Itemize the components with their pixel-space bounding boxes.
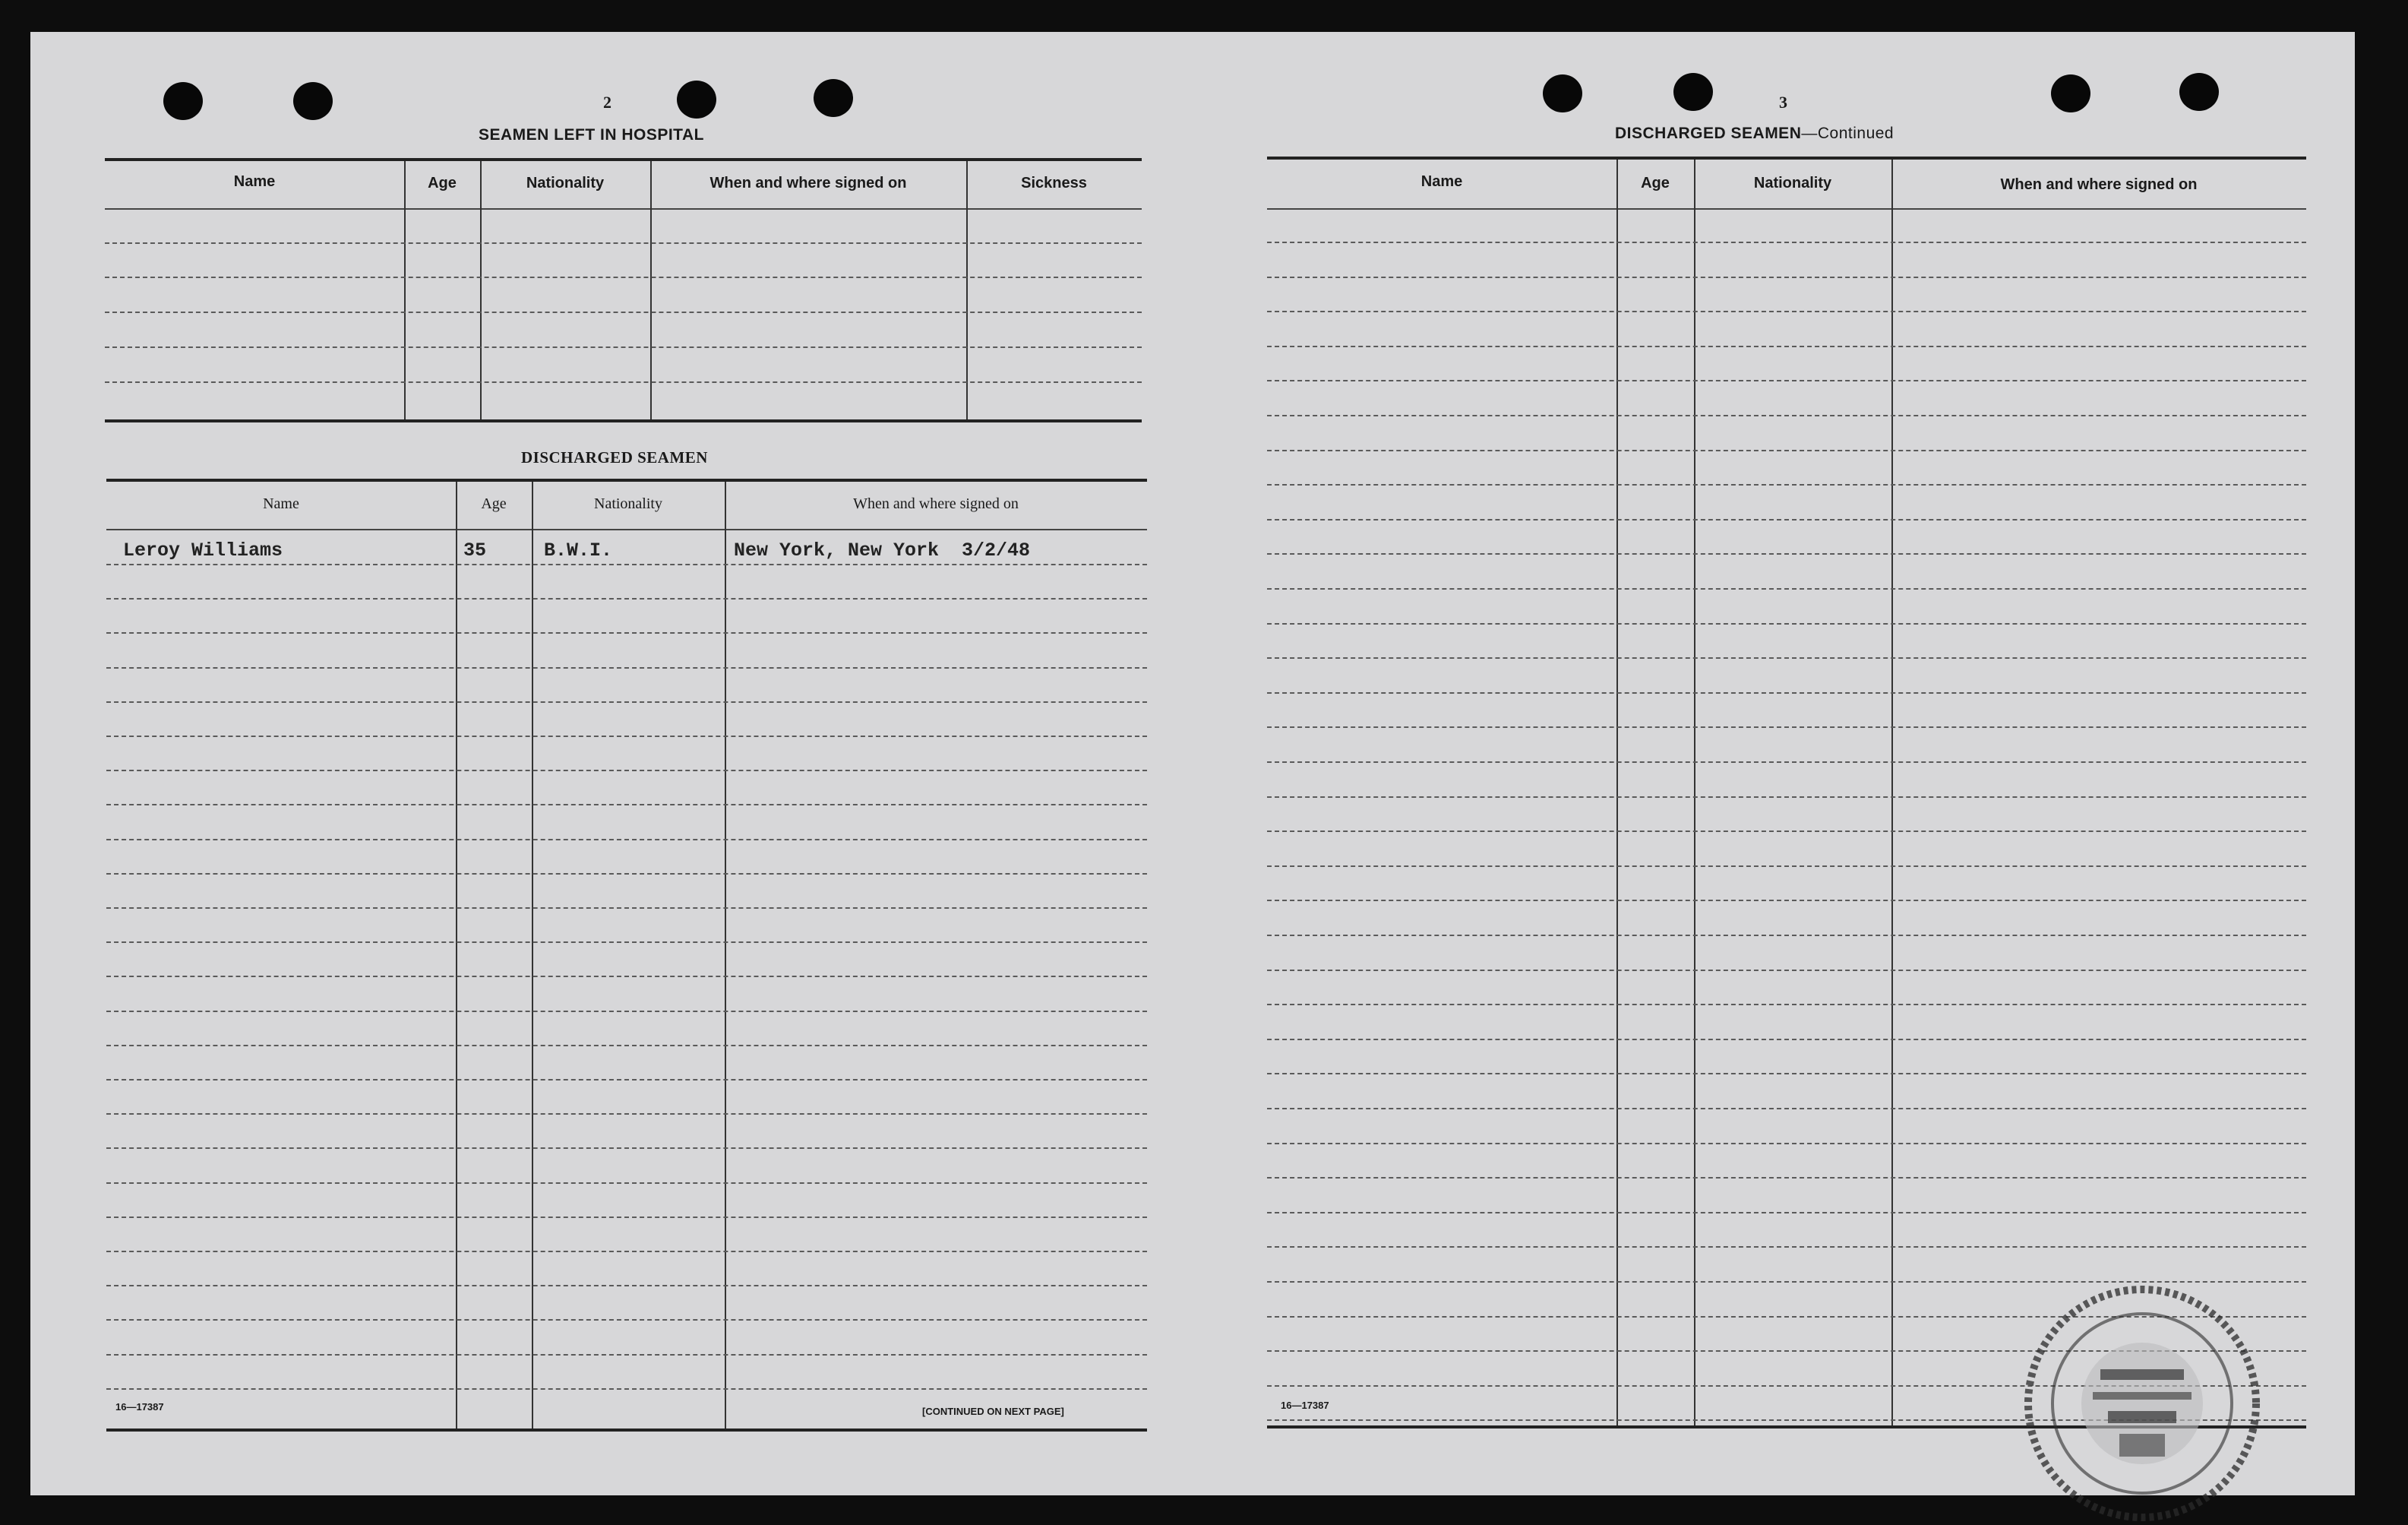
- table-top-rule: [105, 158, 1142, 161]
- table-row-line: [106, 701, 1147, 703]
- column-header-name: Name: [263, 495, 299, 512]
- table-row-line: [1267, 450, 2306, 451]
- column-divider: [725, 482, 726, 1430]
- table-row-line: [1267, 277, 2306, 278]
- table-row-line: [106, 839, 1147, 840]
- table-row-line: [1267, 1143, 2306, 1144]
- column-header-age: Age: [481, 495, 507, 512]
- table-row-line: [105, 381, 1142, 383]
- column-header-age: Age: [428, 175, 457, 191]
- discharged-section-title: DISCHARGED SEAMEN: [521, 448, 708, 467]
- table-row-line: [106, 1354, 1147, 1356]
- table-row-line: [1267, 346, 2306, 347]
- table-row-line: [106, 564, 1147, 565]
- hospital-section-title: SEAMEN LEFT IN HOSPITAL: [479, 126, 704, 144]
- document-sheet: [30, 32, 2355, 1495]
- table-row-line: [106, 873, 1147, 875]
- punch-hole: [293, 82, 333, 120]
- form-number: 16—17387: [1281, 1400, 1329, 1411]
- table-row-line: [1267, 726, 2306, 728]
- punch-hole: [163, 82, 203, 120]
- table-row-line: [106, 1388, 1147, 1390]
- table-row-line: [1267, 1246, 2306, 1248]
- table-row-line: [106, 976, 1147, 977]
- table-top-rule: [106, 479, 1147, 482]
- table-row-line: [106, 1045, 1147, 1046]
- column-divider: [532, 482, 533, 1430]
- table-row-line: [106, 1113, 1147, 1115]
- postmark-stamp: [2017, 1278, 2267, 1525]
- punch-hole: [2179, 73, 2219, 111]
- table-row-line: [106, 598, 1147, 600]
- table-row-line: [1267, 519, 2306, 520]
- punch-hole: [814, 79, 853, 117]
- table-row-line: [106, 1011, 1147, 1012]
- punch-hole: [1673, 73, 1713, 111]
- row-age: 35: [463, 539, 487, 562]
- header-divider: [1267, 208, 2306, 210]
- table-row-line: [1267, 900, 2306, 901]
- table-row-line: [1267, 796, 2306, 798]
- form-number: 16—17387: [115, 1401, 164, 1413]
- table-row-line: [106, 736, 1147, 737]
- header-divider: [105, 208, 1142, 210]
- table-row-line: [1267, 242, 2306, 243]
- column-divider: [1891, 160, 1893, 1427]
- table-row-line: [106, 907, 1147, 909]
- table-row-line: [1267, 311, 2306, 312]
- table-row-line: [1267, 657, 2306, 659]
- column-header-signed-on: When and where signed on: [853, 495, 1019, 512]
- table-row-line: [1267, 935, 2306, 936]
- column-header-age: Age: [1641, 175, 1670, 191]
- table-row-line: [1267, 1212, 2306, 1213]
- table-row-line: [106, 1079, 1147, 1080]
- table-row-line: [1267, 761, 2306, 763]
- table-row-line: [1267, 1177, 2306, 1179]
- column-header-name: Name: [1420, 173, 1463, 190]
- column-header-nationality: Nationality: [526, 175, 605, 191]
- table-row-line: [106, 1217, 1147, 1218]
- table-bottom-rule: [106, 1429, 1147, 1432]
- column-header-signed-on: When and where signed on: [709, 175, 907, 191]
- table-row-line: [106, 941, 1147, 943]
- continued-note: [CONTINUED ON NEXT PAGE]: [922, 1406, 1064, 1417]
- column-header-nationality: Nationality: [1753, 175, 1832, 191]
- table-row-line: [106, 1285, 1147, 1286]
- column-divider: [456, 482, 457, 1430]
- table-row-line: [1267, 380, 2306, 381]
- header-divider: [106, 529, 1147, 530]
- table-row-line: [1267, 1073, 2306, 1074]
- table-row-line: [106, 1182, 1147, 1184]
- punch-hole: [1543, 74, 1582, 112]
- table-row-line: [1267, 970, 2306, 971]
- table-row-line: [106, 632, 1147, 634]
- left-page-number: 2: [603, 93, 611, 112]
- table-row-line: [1267, 553, 2306, 555]
- table-row-line: [105, 312, 1142, 313]
- table-row-line: [1267, 484, 2306, 486]
- column-header-name: Name: [233, 173, 276, 190]
- table-row-line: [105, 277, 1142, 278]
- punch-hole: [2051, 74, 2090, 112]
- column-header-sickness: Sickness: [1021, 175, 1087, 191]
- title-main: DISCHARGED SEAMEN: [1615, 125, 1802, 142]
- right-page-number: 3: [1779, 93, 1787, 112]
- table-row-line: [106, 1319, 1147, 1321]
- row-name: Leroy Williams: [123, 539, 283, 562]
- table-row-line: [1267, 588, 2306, 590]
- table-row-line: [1267, 865, 2306, 867]
- table-row-line: [106, 667, 1147, 669]
- table-row-line: [106, 1251, 1147, 1252]
- table-row-line: [105, 346, 1142, 348]
- table-bottom-rule: [105, 419, 1142, 422]
- table-row-line: [1267, 831, 2306, 832]
- punch-hole: [677, 81, 716, 119]
- row-signed-on: New York, New York 3/2/48: [734, 539, 1031, 562]
- column-divider: [1694, 160, 1695, 1427]
- table-row-line: [1267, 1108, 2306, 1109]
- table-row-line: [1267, 692, 2306, 694]
- table-row-line: [105, 242, 1142, 244]
- table-row-line: [1267, 415, 2306, 416]
- table-row-line: [106, 770, 1147, 771]
- title-continued: —Continued: [1801, 125, 1894, 142]
- table-row-line: [106, 804, 1147, 805]
- column-header-nationality: Nationality: [594, 495, 662, 512]
- row-nationality: B.W.I.: [544, 539, 613, 562]
- table-row-line: [1267, 1004, 2306, 1005]
- column-divider: [1616, 160, 1618, 1427]
- column-header-signed-on: When and where signed on: [2000, 176, 2198, 193]
- table-row-line: [106, 1147, 1147, 1149]
- right-page-title: [1615, 125, 1894, 143]
- table-row-line: [1267, 1039, 2306, 1040]
- table-top-rule: [1267, 157, 2306, 160]
- table-row-line: [1267, 623, 2306, 625]
